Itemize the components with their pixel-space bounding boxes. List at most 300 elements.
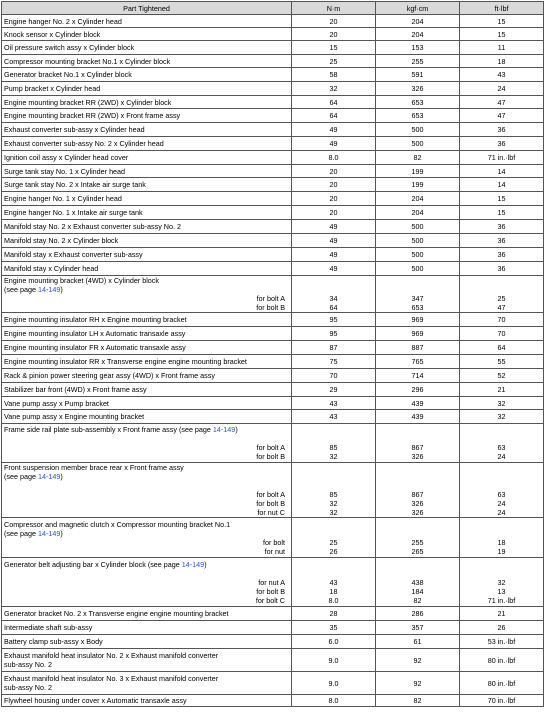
torque-value: 49: [329, 125, 338, 134]
torque-value: 26: [497, 623, 506, 632]
torque-ftlbf-cell: [460, 178, 544, 192]
torque-value: 36: [497, 236, 506, 245]
torque-value: 36: [497, 222, 506, 231]
torque-value: 20: [329, 29, 338, 39]
page-reference-link[interactable]: 14-149: [37, 285, 61, 294]
torque-value: 8.0: [328, 153, 339, 162]
spacer: [378, 434, 457, 443]
torque-kgf-cell: [376, 607, 460, 621]
torque-ftlbf-cell: [460, 206, 544, 220]
spacer: [294, 276, 373, 285]
spacer: [378, 481, 457, 490]
table-row: [2, 165, 544, 178]
part-text-segment: Intermediate shaft sub-assy: [4, 623, 93, 632]
torque-value: 439: [411, 398, 424, 408]
table-row: [2, 123, 544, 137]
part-text-segment: ): [60, 472, 63, 481]
torque-nm-cell: [292, 96, 376, 109]
torque-value: 75: [329, 357, 338, 366]
part-text-segment: for bolt C: [255, 595, 285, 605]
part-text: [4, 70, 289, 79]
part-text-segment: Generator bracket No.1 x Cylinder block: [4, 70, 132, 79]
torque-value: 82: [413, 696, 422, 705]
table-row: [2, 558, 544, 607]
torque-value: 70: [329, 371, 338, 380]
part-text-segment: Engine hanger No. 1 x Intake air surge tank: [4, 208, 143, 217]
torque-nm-cell: [292, 369, 376, 383]
torque-value: 357: [411, 623, 424, 632]
torque-ftlbf-cell: [460, 649, 544, 672]
part-text-segment: Exhaust converter sub-assy No. 2 x Cylinder head: [4, 139, 164, 148]
header-ft-lbf: ft·lbf: [460, 2, 544, 15]
torque-ftlbf-cell: [460, 672, 544, 695]
table-header-row: [2, 2, 544, 15]
part-text: [4, 425, 289, 434]
part-cell: [2, 41, 292, 55]
part-cell: [2, 327, 292, 341]
part-text: [4, 208, 289, 217]
part-cell: [2, 262, 292, 276]
torque-value: 32: [497, 412, 506, 421]
torque-kgf-cell: [376, 165, 460, 178]
torque-value: 71 in.·lbf: [487, 595, 516, 605]
torque-nm-cell: [292, 397, 376, 410]
torque-value: 63: [497, 443, 506, 452]
part-text: [4, 167, 289, 176]
torque-value: 18: [329, 586, 338, 596]
part-text: [4, 357, 289, 366]
torque-kgf-cell: [376, 649, 460, 672]
torque-nm-cell: [292, 621, 376, 635]
part-text-segment: Exhaust manifold heat insulator No. 3 x Exhaust manifold converter: [4, 674, 219, 683]
torque-value: 70: [497, 329, 506, 338]
table-row: [2, 262, 544, 276]
part-text: [4, 609, 289, 618]
part-text-segment: Engine mounting insulator FR x Automatic transaxle assy: [4, 343, 186, 352]
torque-value: 87: [329, 343, 338, 352]
part-text-segment: Engine mounting insulator LH x Automatic transaxle assy: [4, 329, 186, 338]
part-cell: [2, 276, 292, 313]
torque-value: 52: [497, 371, 506, 380]
part-text-segment: for bolt B: [256, 452, 285, 461]
torque-nm-cell: [292, 234, 376, 248]
part-cell: [2, 96, 292, 109]
torque-value: 49: [329, 139, 338, 148]
table-row: [2, 55, 544, 68]
spacer: [4, 569, 289, 578]
fastener-label: [4, 499, 289, 508]
torque-ftlbf-cell: [460, 137, 544, 151]
torque-ftlbf-cell: [460, 109, 544, 123]
part-text-segment: Engine hanger No. 2 x Cylinder head: [4, 16, 122, 26]
part-text-segment: Pump bracket x Cylinder head: [4, 84, 101, 93]
torque-kgf-cell: [376, 68, 460, 82]
torque-kgf-cell: [376, 276, 460, 313]
part-cell: [2, 607, 292, 621]
spacer: [294, 520, 373, 529]
table-row: [2, 206, 544, 220]
torque-value: 49: [329, 250, 338, 259]
torque-nm-cell: [292, 165, 376, 178]
part-text-segment: Generator belt adjusting bar x Cylinder block (see page: [4, 559, 182, 569]
torque-value: 32: [497, 577, 506, 587]
part-text-segment: Engine hanger No. 1 x Cylinder head: [4, 194, 122, 203]
part-cell: [2, 68, 292, 82]
table-row: [2, 341, 544, 355]
torque-value: 95: [329, 315, 338, 324]
part-cell: [2, 463, 292, 518]
torque-value: 653: [411, 111, 424, 120]
torque-kgf-cell: [376, 327, 460, 341]
torque-value: 326: [411, 84, 424, 93]
part-cell: [2, 178, 292, 192]
torque-value: 14: [497, 180, 506, 189]
torque-value: 326: [411, 499, 424, 508]
torque-ftlbf-cell: [460, 28, 544, 41]
torque-value: 80 in.·lbf: [487, 655, 516, 665]
part-text: [4, 683, 289, 692]
header-newton-meter: N·m: [292, 2, 376, 15]
part-text: [4, 399, 289, 408]
torque-value: 43: [497, 70, 506, 79]
torque-kgf-cell: [376, 137, 460, 151]
part-text-segment: Surge tank stay No. 2 x Intake air surge tank: [4, 180, 146, 189]
torque-value: 49: [329, 222, 338, 231]
torque-value: 867: [411, 490, 424, 499]
torque-nm-cell: [292, 463, 376, 518]
part-cell: [2, 206, 292, 220]
torque-kgf-cell: [376, 313, 460, 327]
part-cell: [2, 558, 292, 607]
torque-value: 32: [329, 84, 338, 93]
torque-nm-cell: [292, 424, 376, 463]
torque-kgf-cell: [376, 355, 460, 369]
torque-value: 326: [411, 452, 424, 461]
torque-nm-cell: [292, 327, 376, 341]
part-text: [4, 57, 289, 66]
torque-value: 36: [497, 250, 506, 259]
torque-nm-cell: [292, 695, 376, 707]
torque-nm-cell: [292, 41, 376, 55]
torque-value: 255: [411, 537, 424, 547]
torque-value: 20: [329, 166, 338, 176]
part-cell: [2, 15, 292, 28]
torque-value: 15: [497, 29, 506, 39]
torque-kgf-cell: [376, 96, 460, 109]
page-reference-link[interactable]: 14-149: [37, 528, 61, 538]
torque-value: 47: [497, 97, 506, 107]
part-text-segment: (see page: [4, 528, 38, 538]
torque-kgf-cell: [376, 635, 460, 649]
part-cell: [2, 220, 292, 234]
table-row: [2, 220, 544, 234]
torque-value: 20: [329, 208, 338, 217]
torque-kgf-cell: [376, 369, 460, 383]
part-cell: [2, 649, 292, 672]
torque-value: 24: [497, 508, 506, 517]
part-cell: [2, 424, 292, 463]
part-text-segment: Manifold stay x Cylinder head: [4, 264, 99, 273]
torque-ftlbf-cell: [460, 262, 544, 276]
torque-nm-cell: [292, 68, 376, 82]
part-text-segment: Compressor and magnetic clutch x Compressor mounting bracket No.1: [4, 519, 231, 529]
spacer: [294, 463, 373, 472]
torque-value: 204: [411, 208, 424, 217]
torque-value: 765: [411, 357, 424, 366]
table-row: [2, 327, 544, 341]
torque-value: 20: [329, 16, 338, 26]
spacer: [378, 560, 457, 569]
spacer: [294, 529, 373, 538]
torque-value: 64: [329, 111, 338, 120]
spacer: [378, 463, 457, 472]
torque-nm-cell: [292, 341, 376, 355]
part-text: [4, 180, 289, 189]
torque-ftlbf-cell: [460, 192, 544, 206]
part-text: [4, 111, 289, 120]
table-row: [2, 178, 544, 192]
torque-value: 15: [497, 194, 506, 203]
part-text-segment: ): [204, 559, 207, 569]
torque-ftlbf-cell: [460, 607, 544, 621]
torque-value: 153: [411, 43, 424, 52]
torque-nm-cell: [292, 276, 376, 313]
table-row: [2, 621, 544, 635]
torque-value: 43: [329, 398, 338, 408]
torque-value: 500: [411, 222, 424, 231]
fastener-label: [4, 587, 289, 596]
spacer: [462, 529, 541, 538]
torque-kgf-cell: [376, 41, 460, 55]
spacer: [294, 434, 373, 443]
part-text-segment: Vane pump assy x Pump bracket: [4, 398, 109, 408]
part-text-segment: Rack & pinion power steering gear assy (4WD) x Front frame assy: [4, 371, 215, 380]
torque-value: 19: [497, 546, 506, 556]
part-cell: [2, 234, 292, 248]
spacer: [462, 285, 541, 294]
torque-nm-cell: [292, 151, 376, 165]
torque-value: 9.0: [328, 678, 339, 688]
part-text: [4, 139, 289, 148]
table-row: [2, 313, 544, 327]
torque-value: 32: [329, 508, 338, 517]
header-part-tightened: Part Tightened: [2, 2, 292, 15]
spacer: [378, 520, 457, 529]
fastener-label: [4, 294, 289, 303]
spacer: [294, 425, 373, 434]
torque-ftlbf-cell: [460, 558, 544, 607]
torque-value: 49: [329, 264, 338, 273]
page-reference-link[interactable]: 14-149: [181, 559, 205, 569]
part-cell: [2, 621, 292, 635]
table-row: [2, 463, 544, 518]
torque-ftlbf-cell: [460, 234, 544, 248]
torque-ftlbf-cell: [460, 635, 544, 649]
page-reference-link[interactable]: 14-149: [37, 472, 61, 481]
torque-ftlbf-cell: [460, 123, 544, 137]
torque-ftlbf-cell: [460, 369, 544, 383]
torque-kgf-cell: [376, 262, 460, 276]
torque-value: 61: [413, 637, 422, 646]
torque-value: 21: [497, 609, 506, 618]
part-text-segment: Surge tank stay No. 1 x Cylinder head: [4, 166, 126, 176]
torque-nm-cell: [292, 355, 376, 369]
torque-value: 82: [413, 153, 422, 162]
part-cell: [2, 109, 292, 123]
torque-value: 969: [411, 315, 424, 324]
torque-value: 43: [329, 412, 338, 421]
part-text-segment: Knock sensor x Cylinder block: [4, 29, 101, 39]
torque-kgf-cell: [376, 248, 460, 262]
torque-nm-cell: [292, 178, 376, 192]
part-text-segment: for bolt A: [256, 443, 285, 452]
torque-nm-cell: [292, 672, 376, 695]
part-text: [4, 412, 289, 421]
torque-value: 29: [329, 385, 338, 394]
torque-value: 32: [329, 499, 338, 508]
torque-kgf-cell: [376, 15, 460, 28]
torque-ftlbf-cell: [460, 518, 544, 558]
torque-ftlbf-cell: [460, 68, 544, 82]
torque-kgf-cell: [376, 424, 460, 463]
torque-value: 82: [413, 595, 422, 605]
torque-ftlbf-cell: [460, 165, 544, 178]
part-cell: [2, 341, 292, 355]
torque-value: 20: [329, 180, 338, 189]
torque-ftlbf-cell: [460, 327, 544, 341]
part-text-segment: Engine mounting bracket RR (2WD) x Front frame assy: [4, 111, 181, 120]
part-text: [4, 315, 289, 324]
part-text-segment: Frame side rail plate sub-assembly x Front frame assy (see page: [4, 425, 213, 434]
torque-ftlbf-cell: [460, 621, 544, 635]
torque-value: 64: [497, 343, 506, 352]
torque-value: 714: [411, 371, 424, 380]
part-text-segment: Generator bracket No. 2 x Transverse engine engine mounting bracket: [4, 609, 229, 618]
torque-kgf-cell: [376, 558, 460, 607]
table-row: [2, 41, 544, 55]
spacer: [294, 569, 373, 578]
table-row: [2, 68, 544, 82]
torque-value: 653: [411, 303, 424, 312]
part-text-segment: for bolt B: [256, 303, 285, 312]
part-cell: [2, 28, 292, 41]
torque-value: 204: [411, 16, 424, 26]
table-row: [2, 695, 544, 707]
torque-value: 70: [497, 315, 506, 324]
part-text: [4, 343, 289, 352]
torque-ftlbf-cell: [460, 82, 544, 96]
torque-ftlbf-cell: [460, 55, 544, 68]
torque-nm-cell: [292, 123, 376, 137]
part-cell: [2, 410, 292, 424]
part-cell: [2, 165, 292, 178]
part-cell: [2, 151, 292, 165]
torque-value: 85: [329, 443, 338, 452]
spacer: [4, 481, 289, 490]
part-text-segment: Exhaust converter sub-assy x Cylinder head: [4, 125, 145, 134]
part-text: [4, 276, 289, 285]
page-reference-link[interactable]: 14-149: [212, 425, 236, 434]
torque-value: 71 in.·lbf: [487, 153, 516, 162]
torque-ftlbf-cell: [460, 248, 544, 262]
torque-ftlbf-cell: [460, 397, 544, 410]
torque-value: 14: [497, 166, 506, 176]
part-cell: [2, 137, 292, 151]
part-text-segment: for nut C: [257, 508, 285, 517]
torque-kgf-cell: [376, 192, 460, 206]
table-row: [2, 234, 544, 248]
part-text: [4, 660, 289, 669]
part-text: [4, 30, 289, 39]
torque-value: 80 in.·lbf: [487, 678, 516, 688]
part-text-segment: ): [60, 285, 63, 294]
part-text-segment: ): [60, 528, 63, 538]
torque-kgf-cell: [376, 383, 460, 397]
fastener-label: [4, 578, 289, 587]
torque-value: 24: [497, 499, 506, 508]
torque-value: 36: [497, 125, 506, 134]
torque-value: 15: [497, 16, 506, 26]
part-text: [4, 194, 289, 203]
part-cell: [2, 518, 292, 558]
torque-ftlbf-cell: [460, 695, 544, 707]
fastener-label: [4, 547, 289, 556]
torque-value: 286: [411, 609, 424, 618]
part-text: [4, 371, 289, 380]
torque-value: 9.0: [328, 655, 339, 665]
torque-value: 184: [411, 586, 424, 596]
torque-value: 204: [411, 194, 424, 203]
torque-value: 24: [497, 452, 506, 461]
fastener-label: [4, 490, 289, 499]
torque-value: 58: [329, 70, 338, 79]
part-text-segment: Oil pressure switch assy x Cylinder block: [4, 43, 135, 52]
part-text: [4, 674, 289, 683]
part-text-segment: ): [235, 425, 238, 434]
torque-kgf-cell: [376, 82, 460, 96]
torque-value: 500: [411, 125, 424, 134]
torque-value: 887: [411, 343, 424, 352]
torque-kgf-cell: [376, 621, 460, 635]
table-row: [2, 248, 544, 262]
torque-kgf-cell: [376, 410, 460, 424]
torque-nm-cell: [292, 607, 376, 621]
part-text-segment: Engine mounting bracket (4WD) x Cylinder block: [4, 276, 159, 285]
part-text-segment: Front suspension member brace rear x Front frame assy: [4, 463, 184, 472]
part-text-segment: Manifold stay x Exhaust converter sub-assy: [4, 250, 143, 259]
table-row: [2, 649, 544, 672]
torque-value: 64: [329, 97, 338, 107]
torque-kgf-cell: [376, 109, 460, 123]
part-text: [4, 529, 289, 538]
spacer: [462, 569, 541, 578]
torque-ftlbf-cell: [460, 41, 544, 55]
torque-value: 47: [497, 111, 506, 120]
part-text-segment: sub-assy No. 2: [4, 660, 52, 669]
part-text: [4, 560, 289, 569]
spacer: [294, 285, 373, 294]
torque-value: 25: [497, 294, 506, 303]
torque-value: 36: [497, 264, 506, 273]
table-row: [2, 607, 544, 621]
torque-value: 55: [497, 357, 506, 366]
part-text: [4, 84, 289, 93]
torque-value: 32: [329, 452, 338, 461]
part-text-segment: for bolt B: [256, 499, 285, 508]
torque-value: 26: [329, 546, 338, 556]
part-text-segment: for nut: [264, 546, 285, 556]
torque-kgf-cell: [376, 220, 460, 234]
